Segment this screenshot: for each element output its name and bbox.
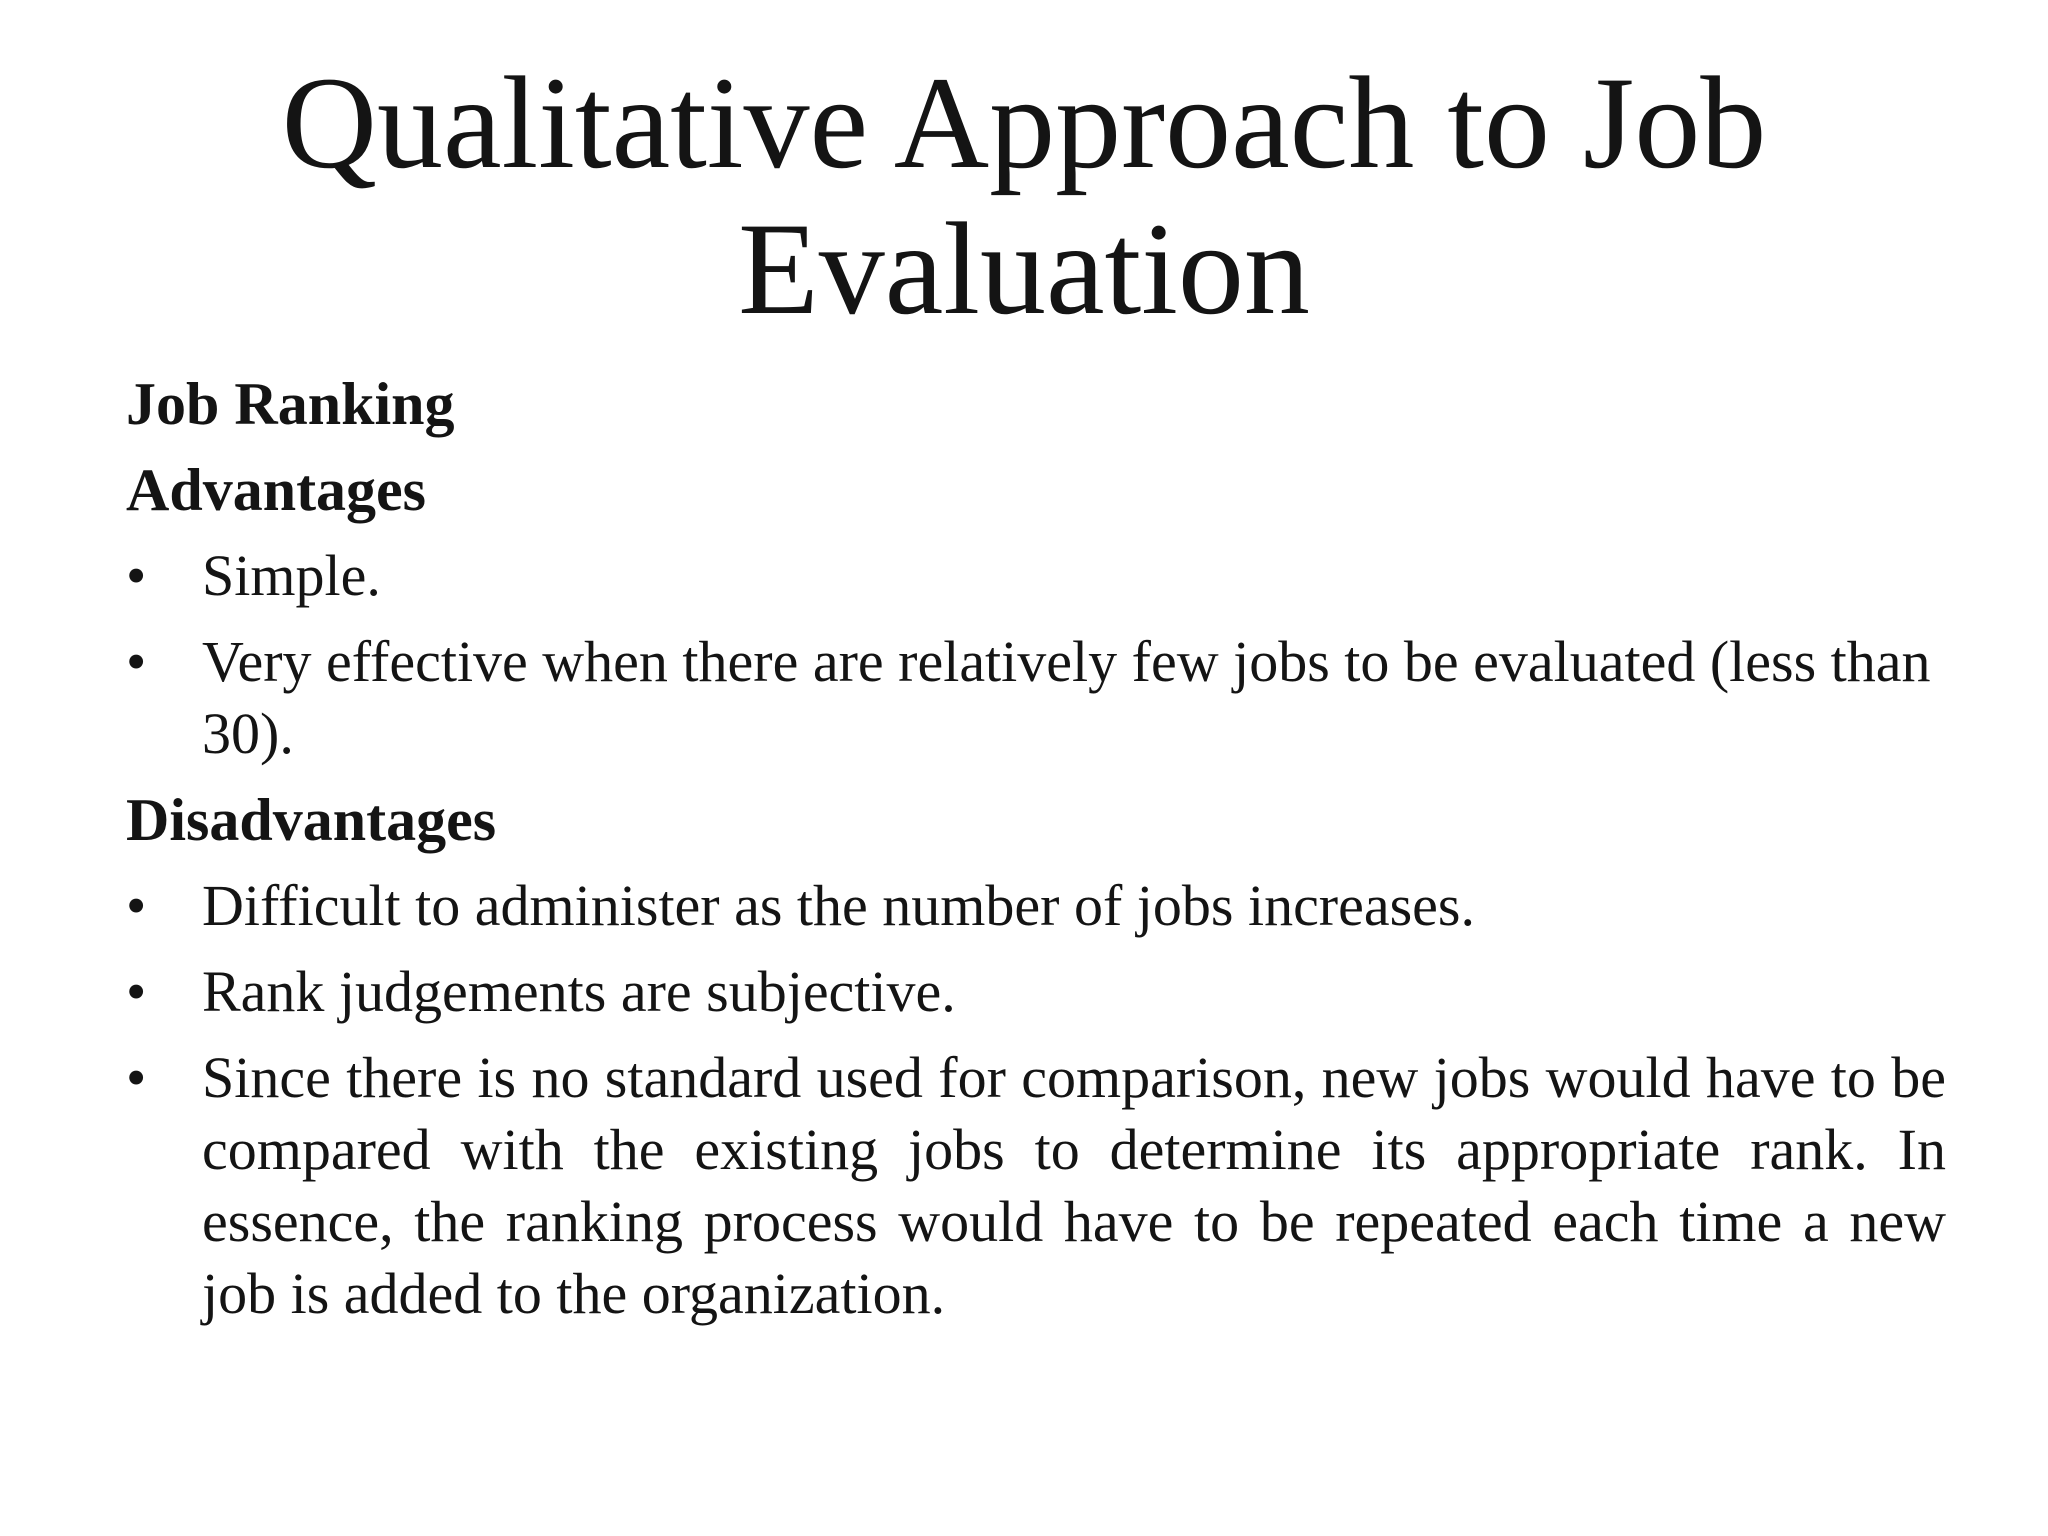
bullet-icon: • — [126, 873, 147, 938]
bullet-icon: • — [126, 1045, 147, 1110]
section-heading-job-ranking: Job Ranking — [126, 371, 455, 437]
slide-title-line-2: Evaluation — [738, 195, 1310, 342]
bullet-icon: • — [126, 543, 147, 608]
list-item — [126, 626, 1946, 770]
disadvantage-text: Rank judgements are subjective. — [202, 959, 956, 1024]
list-item — [126, 870, 1946, 942]
slide-title-line-1: Qualitative Approach to Job — [281, 49, 1767, 196]
advantages-list — [126, 540, 1946, 770]
bullet-icon: • — [126, 959, 147, 1024]
advantage-text: Simple. — [202, 543, 381, 608]
advantage-text: Very effective when there are relatively few jobs to be evaluated (less than 30). — [202, 629, 1931, 766]
list-item — [126, 956, 1946, 1028]
disadvantages-list — [126, 870, 1946, 1330]
list-item — [126, 540, 1946, 612]
disadvantages-heading: Disadvantages — [126, 787, 497, 853]
bullet-icon: • — [126, 629, 147, 694]
disadvantage-text: Since there is no standard used for comparison, new jobs would have to be compared with the existing jobs to determine its appropriate rank. In essence, the ranking process would have to be repeated each time a new job is added to the organization. — [202, 1045, 1946, 1326]
advantages-heading: Advantages — [126, 457, 427, 523]
slide-title — [0, 50, 2048, 342]
disadvantage-text: Difficult to administer as the number of jobs increases. — [202, 873, 1475, 938]
slide-body — [126, 368, 1946, 1344]
list-item — [126, 1042, 1946, 1330]
